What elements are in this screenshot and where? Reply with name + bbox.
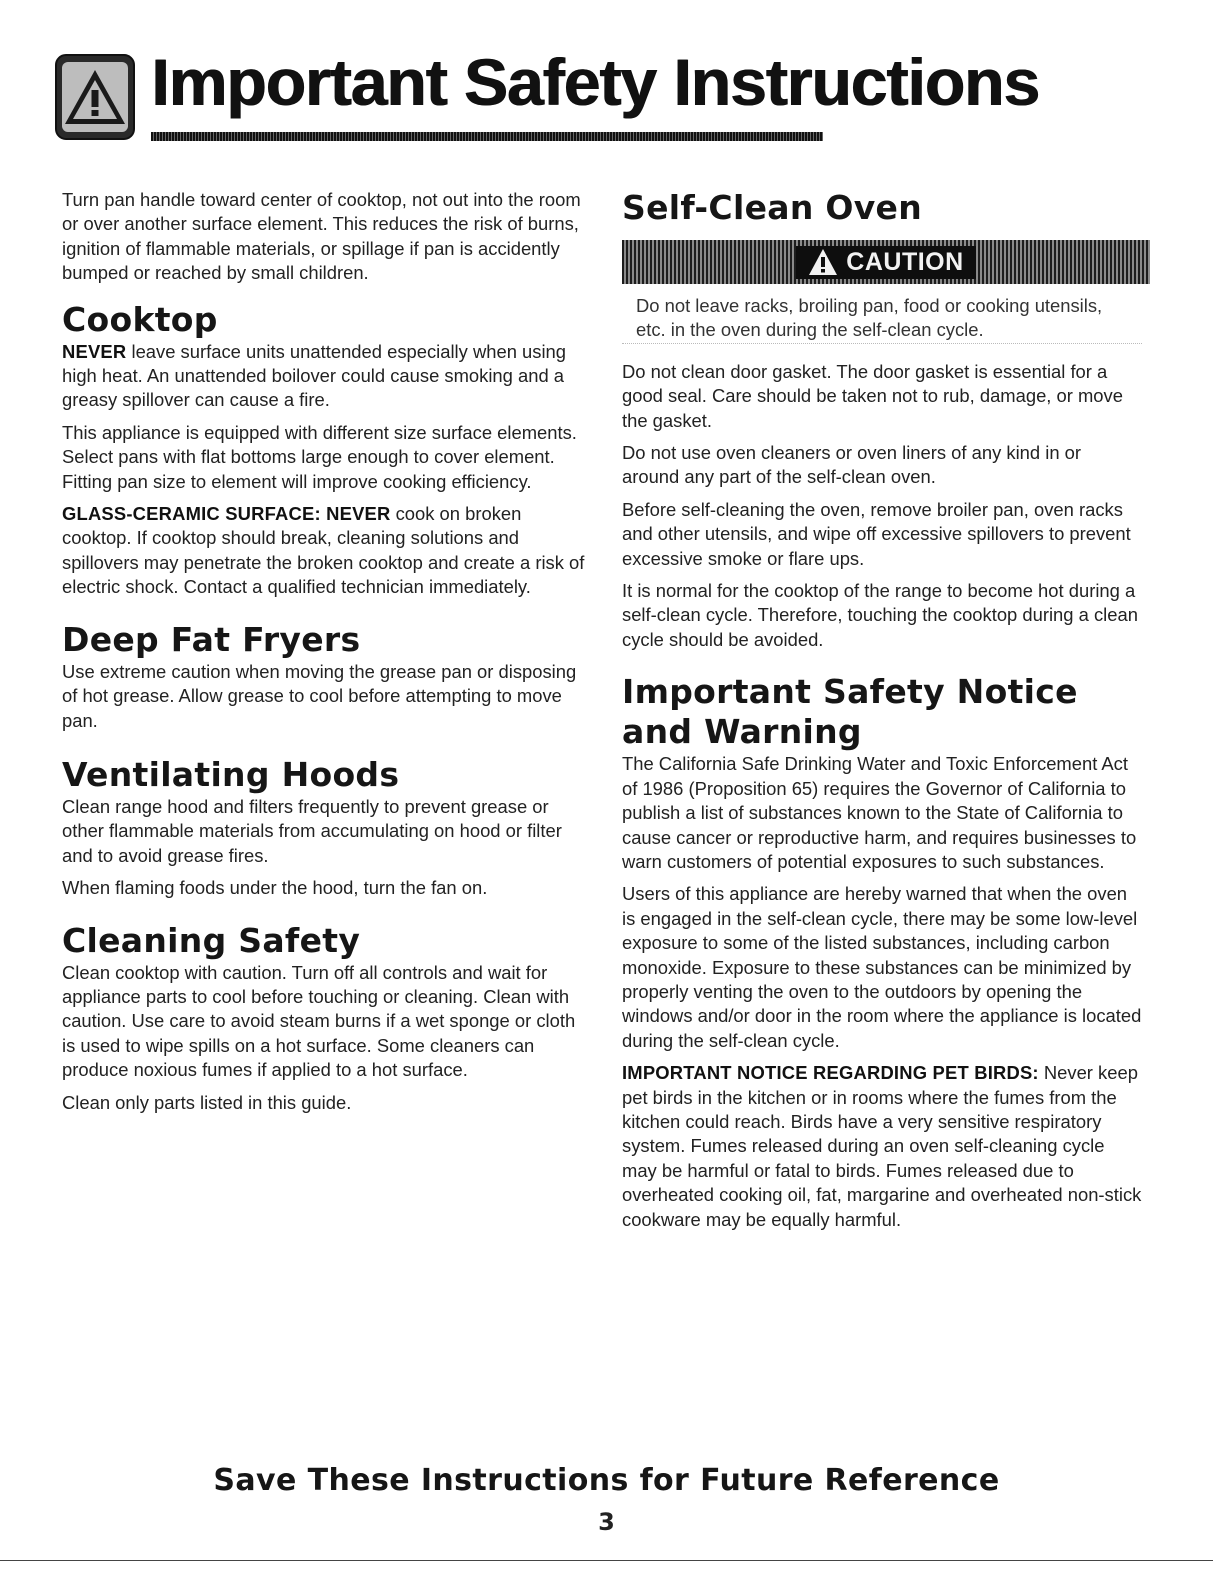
self-clean-paragraph-4: It is normal for the cooktop of the range to become hot during a self-clean cycle. Therefore, touching the cooktop during a clean cycle should be avoided. — [622, 580, 1138, 650]
deep-fat-fryers-paragraph: Use extreme caution when moving the grease pan or disposing of hot grease. Allow grease to cool before attempting to move pan. — [62, 660, 577, 731]
cooktop-p3-text: cook on broken cooktop. If cooktop should break, cleaning solutions and spillovers may penetrate the broken cooktop and create a risk of electric shock. Contact a qualified technician immediately. — [62, 503, 585, 598]
cleaning-safety-paragraph-2: Clean only parts listed in this guide. — [62, 1091, 352, 1113]
caution-label-box — [796, 246, 975, 279]
caution-message: Do not leave racks, broiling pan, food or cooking utensils, etc. in the oven during the self-clean cycle. — [622, 294, 1142, 344]
title-underline — [151, 132, 823, 141]
cooktop-paragraph-3 — [62, 502, 592, 600]
self-clean-paragraph-2: Do not use oven cleaners or oven liners of any kind in or around any part of the self-clean oven. — [622, 442, 1082, 488]
footer-title: Save These Instructions for Future Reference — [213, 1463, 1000, 1498]
cooktop-never-lead: NEVER — [62, 340, 127, 362]
notice-paragraph-3 — [622, 1061, 1142, 1232]
page-header — [55, 40, 1039, 150]
safety-notice-heading: Important Safety Notice and Warning — [622, 672, 1078, 752]
caution-label: CAUTION — [846, 247, 964, 276]
ventilating-hoods-heading: Ventilating Hoods — [62, 754, 400, 794]
left-column — [62, 188, 592, 1123]
glass-ceramic-lead: GLASS-CERAMIC SURFACE: NEVER — [62, 503, 391, 525]
deep-fat-fryers-heading: Deep Fat Fryers — [62, 619, 361, 659]
cooktop-p1-text: leave surface units unattended especially when using high heat. An unattended boilover could cause smoking and a greasy spillover can cause a fire. — [62, 340, 566, 411]
pet-birds-text: Never keep pet birds in the kitchen or in rooms where the fumes from the kitchen could reach. Birds have a very sensitive respiratory system. Fumes released during an oven self-cleaning cycle may be harmful or fatal to birds. Fumes released due to overheated cooking oil, fat, margarine and overheated non-stick cookware may be equally harmful. — [622, 1062, 1142, 1230]
bottom-rule — [0, 1560, 1213, 1561]
notice-paragraph-2: Users of this appliance are hereby warned that when the oven is engaged in the self-clean cycle, there may be some low-level exposure to some of the listed substances, including carbon monoxide. Exposure to these substances can be minimized by properly venting the oven to the outdoors by opening the windows and/or door in the room where the appliance is located during the self-clean cycle. — [622, 883, 1142, 1051]
page-number: 3 — [598, 1508, 615, 1536]
cleaning-safety-paragraph-1: Clean cooktop with caution. Turn off all controls and wait for appliance parts to cool before touching or cleaning. Clean with caution. Use care to avoid steam burns if a wet sponge or cloth is used to wipe spills on a hot surface. Some cleaners can produce noxious fumes if applied to a hot surface. — [62, 961, 576, 1081]
caution-triangle-icon — [808, 248, 838, 276]
self-clean-oven-heading: Self-Clean Oven — [622, 188, 923, 227]
caution-banner — [622, 240, 1150, 284]
pet-birds-lead: IMPORTANT NOTICE REGARDING PET BIRDS: — [622, 1062, 1039, 1084]
warning-triangle-icon — [55, 54, 135, 140]
cooktop-paragraph-2: This appliance is equipped with different size surface elements. Select pans with flat bottoms large enough to cover element. Fitting pan size to element will improve cooking efficiency. — [62, 421, 577, 492]
ventilating-hoods-paragraph-1: Clean range hood and filters frequently to prevent grease or other flammable materials from accumulating on hood or filter and to avoid grease fires. — [62, 795, 562, 866]
ventilating-hoods-paragraph-2: When flaming foods under the hood, turn the fan on. — [62, 877, 488, 899]
right-column — [622, 188, 1142, 1240]
intro-paragraph: Turn pan handle toward center of cooktop, not out into the room or over another surface element. This reduces the risk of burns, ignition of flammable materials, or spillage if pan is accidently bumped or reached by small children. — [62, 189, 581, 284]
notice-paragraph-1: The California Safe Drinking Water and Toxic Enforcement Act of 1986 (Proposition 65) requires the Governor of California to publish a list of substances known to the State of California to cause cancer or reproductive harm, and requires businesses to warn customers of potential exposures to such substances. — [622, 753, 1137, 872]
cooktop-paragraph-1 — [62, 340, 592, 413]
self-clean-paragraph-1: Do not clean door gasket. The door gasket is essential for a good seal. Care should be taken not to rub, damage, or move the gasket. — [622, 360, 1123, 431]
cleaning-safety-heading: Cleaning Safety — [62, 920, 361, 960]
self-clean-paragraph-3: Before self-cleaning the oven, remove broiler pan, oven racks and other utensils, and wipe off excessive spillovers to prevent excessive smoke or flare ups. — [622, 498, 1131, 569]
page-title: Important Safety Instructions — [151, 45, 1039, 119]
cooktop-heading: Cooktop — [62, 299, 218, 339]
